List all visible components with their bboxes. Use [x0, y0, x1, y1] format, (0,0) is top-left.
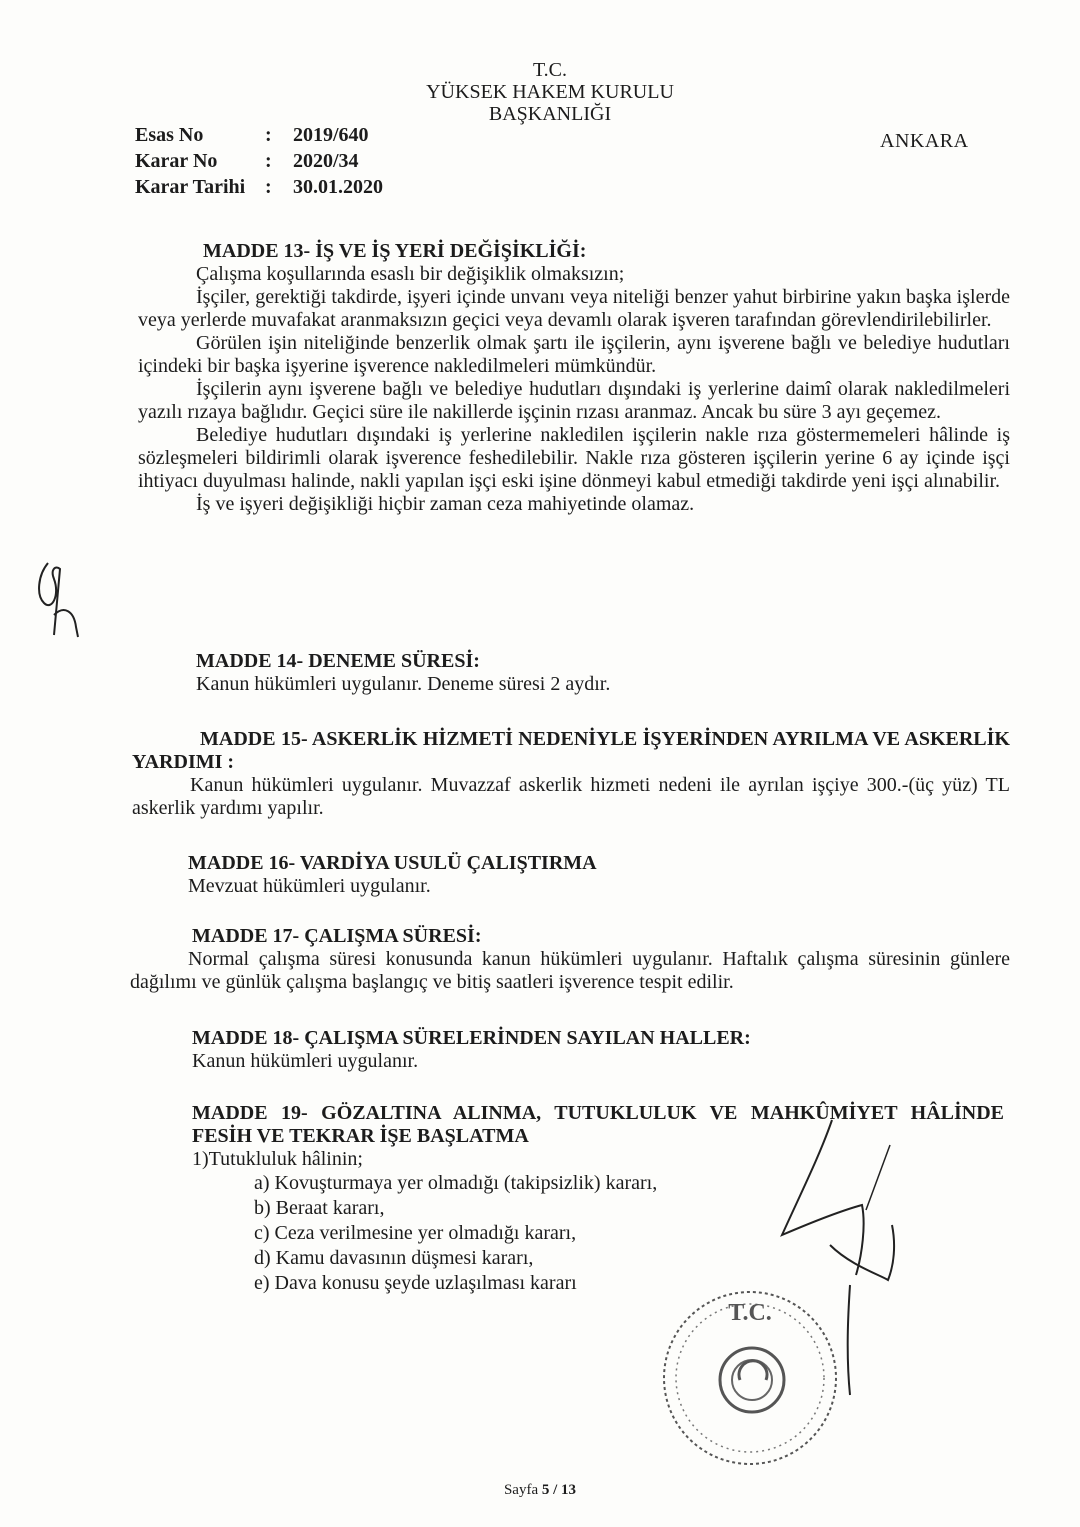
case-metadata [135, 122, 383, 200]
meta-row-tarih [135, 174, 383, 200]
article-14-title: MADDE 14- DENEME SÜRESİ: [196, 650, 480, 672]
article-19-intro: 1)Tutukluluk hâlinin; [192, 1148, 363, 1170]
article-17 [130, 925, 1010, 994]
meta-value: 2020/34 [293, 150, 359, 172]
article-15-p1: Kanun hükümleri uygulanır. Muvazzaf askerlik hizmeti nedeni ile ayrılan işçiye 300.-(üç yüz) TL askerlik yardımı yapılır. [132, 774, 1010, 819]
article-17-title: MADDE 17- ÇALIŞMA SÜRESİ: [192, 925, 482, 947]
header-city: ANKARA [880, 130, 969, 152]
article-14 [138, 650, 1010, 696]
article-18 [192, 1027, 1010, 1073]
article-13-p5: Belediye hudutları dışındaki iş yerlerine nakledilen işçilerin nakle rıza göstermemeleri hâlinde iş sözleşmeleri bildirimli olarak işverence feshedilebilir. Nakle rıza gösteren işçilerin yerine 6 ay içinde işçi ihtiyacı duyulması halinde, nakli yapılan işçi eski işine dönmeyi kabul etmediği takdirde yeni işçi alınabilir. [138, 424, 1010, 492]
meta-sep: : [265, 176, 272, 198]
meta-label: Esas No [135, 124, 204, 146]
article-18-title: MADDE 18- ÇALIŞMA SÜRELERİNDEN SAYILAN HALLER: [192, 1027, 751, 1049]
article-19-title: MADDE 19- GÖZALTINA ALINMA, TUTUKLULUK VE MAHKÛMİYET HÂLİNDE FESİH VE TEKRAR İŞE BAŞLATMA [192, 1102, 1004, 1147]
meta-value: 30.01.2020 [293, 176, 383, 198]
meta-value: 2019/640 [293, 124, 369, 146]
article-14-p1: Kanun hükümleri uygulanır. Deneme süresi 2 aydır. [196, 673, 611, 695]
article-19-item-e: e) Dava konusu şeyde uzlaşılması kararı [254, 1272, 577, 1294]
stamp-text: T.C. [728, 1300, 772, 1326]
handwritten-initial-icon [30, 555, 90, 645]
official-stamp-icon [650, 1280, 850, 1480]
article-13-p3: Görülen işin niteliğinde benzerlik olmak şartı ile işçilerin, aynı işverene bağlı ve belediye hudutları içindeki bir başka işyerine işverence nakledilmeleri mümkündür. [138, 332, 1010, 377]
meta-sep: : [265, 124, 272, 146]
page-footer-prefix: Sayfa [503, 1482, 542, 1498]
article-19-item-b: b) Beraat kararı, [254, 1197, 385, 1219]
article-18-p1: Kanun hükümleri uygulanır. [192, 1050, 419, 1072]
article-13-p4: İşçilerin aynı işverene bağlı ve belediye hudutları dışındaki iş yerlerine daimî olarak nakledilmeleri yazılı rızaya bağlıdır. Geçici süre ile nakillerde işçinin rızası aranmaz. Ancak bu süre 3 ayı geçemez. [138, 378, 1010, 423]
article-16 [188, 852, 1008, 898]
meta-row-karar [135, 148, 383, 174]
article-16-title: MADDE 16- VARDİYA USULÜ ÇALIŞTIRMA [188, 852, 597, 874]
page-number: 5 / 13 [541, 1482, 577, 1498]
meta-row-esas [135, 122, 383, 148]
article-13-p6: İş ve işyeri değişikliği hiçbir zaman ceza mahiyetinde olamaz. [196, 493, 695, 515]
page-footer [0, 1482, 1080, 1499]
article-15-title: MADDE 15- ASKERLİK HİZMETİ NEDENİYLE İŞYERİNDEN AYRILMA VE ASKERLİK YARDIMI : [132, 728, 1010, 773]
article-17-p1: Normal çalışma süresi konusunda kanun hükümleri uygulanır. Haftalık çalışma süresinin günlere dağılımı ve günlük çalışma başlangıç ve bitiş saatleri işverence tespit edilir. [130, 948, 1010, 993]
article-19-item-a: a) Kovuşturmaya yer olmadığı (takipsizlik) kararı, [254, 1172, 658, 1194]
article-13 [138, 240, 1010, 516]
article-19-item-c: c) Ceza verilmesine yer olmadığı kararı, [254, 1222, 577, 1244]
article-19-item-d: d) Kamu davasının düşmesi kararı, [254, 1247, 534, 1269]
article-15 [132, 728, 1010, 820]
header-institution: YÜKSEK HAKEM KURULU [426, 81, 674, 103]
article-13-p2: İşçiler, gerektiği takdirde, işyeri içinde unvanı veya niteliği benzer yahut birbirine yakın başka işlerde veya yerlerde muvafakat aranmaksızın geçici veya devamlı olarak işveren tarafından görevlendirilebilirler. [138, 286, 1010, 331]
article-16-p1: Mevzuat hükümleri uygulanır. [188, 875, 431, 897]
header-office: BAŞKANLIĞI [488, 103, 612, 125]
meta-label: Karar No [135, 150, 218, 172]
article-13-p1: Çalışma koşullarında esaslı bir değişiklik olmaksızın; [196, 263, 625, 285]
article-13-title: MADDE 13- İŞ VE İŞ YERİ DEĞİŞİKLİĞİ: [203, 240, 587, 262]
header-tc: T.C. [532, 59, 568, 81]
meta-label: Karar Tarihi [135, 176, 246, 198]
meta-sep: : [265, 150, 272, 172]
